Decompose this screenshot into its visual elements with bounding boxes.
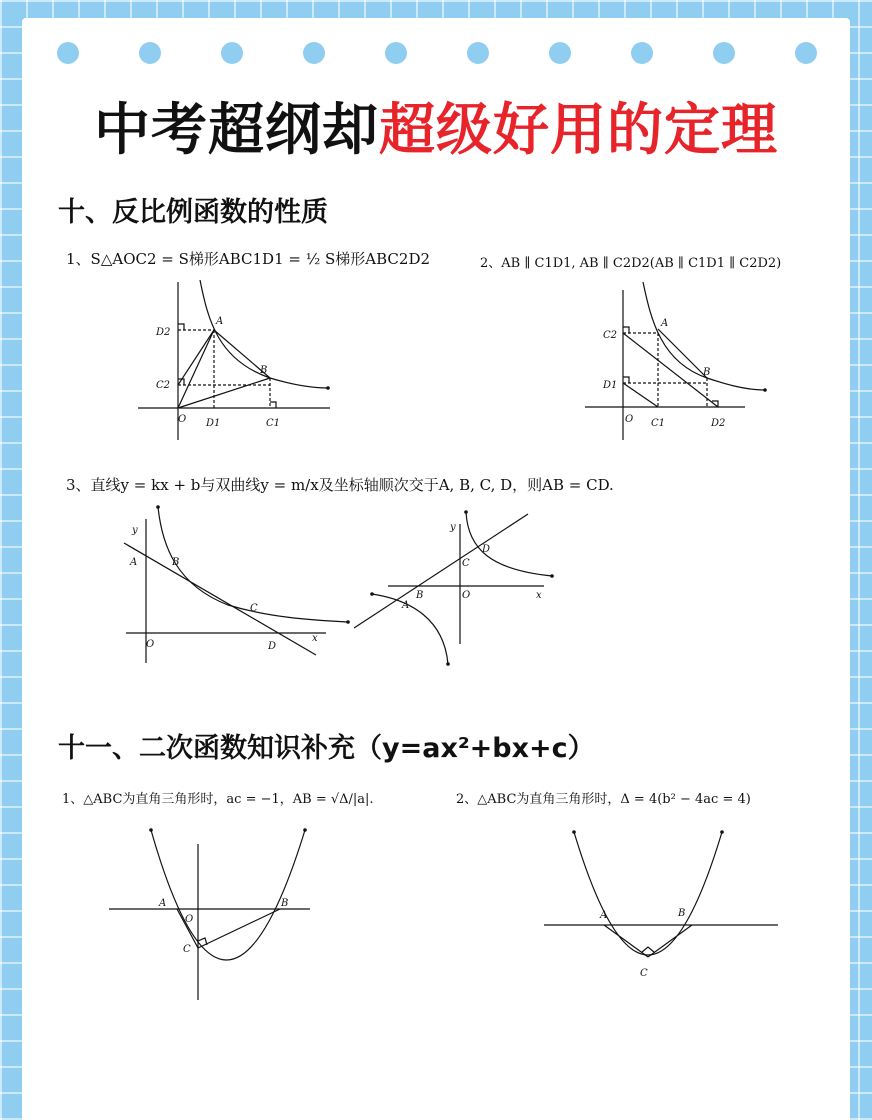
curve-endpoint: [346, 620, 350, 624]
label-C: C: [250, 603, 258, 614]
label-x: x: [312, 633, 318, 644]
parabola-curve: [151, 830, 305, 960]
segment-CB: [198, 909, 280, 948]
binder-hole: [221, 42, 243, 64]
curve-endpoint: [572, 830, 576, 834]
label-D2: D2: [711, 418, 726, 429]
figure-parabola-right-triangle: [540, 830, 785, 990]
curve-endpoint: [303, 828, 307, 832]
section-11-heading: 十一、二次函数知识补充（y=ax²+bx+c）: [58, 733, 595, 764]
item3-number: 3、: [66, 476, 91, 494]
label-A: A: [661, 318, 669, 329]
label-B: B: [678, 908, 686, 919]
binder-hole: [549, 42, 571, 64]
curve-endpoint: [550, 574, 554, 578]
segment-AB: [658, 329, 707, 378]
curve-endpoint: [464, 510, 468, 514]
item2-number: 2、: [480, 256, 502, 271]
quad-item1-formula-text: △ABC为直角三角形时，ac = −1，AB = √Δ/|a|.: [83, 792, 374, 807]
binder-hole: [385, 42, 407, 64]
page-title: [0, 86, 872, 166]
item1-quad-formula: [62, 788, 374, 807]
quad-item1-number: 1、: [62, 792, 84, 807]
right-angle-mark: [178, 324, 184, 330]
label-D1: D1: [603, 380, 618, 391]
label-A: A: [159, 898, 167, 909]
parabola-curve: [574, 832, 722, 955]
curve-endpoint: [720, 830, 724, 834]
label-O: O: [185, 914, 194, 925]
item2-formula-text: AB ∥ C1D1, AB ∥ C2D2(AB ∥ C1D1 ∥ C2D2): [501, 256, 782, 271]
right-angle-mark: [270, 402, 276, 408]
label-y: y: [450, 522, 456, 533]
figure-line-hyperbola-left: [118, 505, 358, 665]
label-B: B: [703, 367, 711, 378]
item1-formula-text: S△AOC2 = S梯形ABC1D1 = ½ S梯形ABC2D2: [90, 250, 431, 268]
item1-formula: [66, 248, 430, 269]
label-D: D: [268, 641, 277, 652]
item2-formula: [480, 252, 781, 271]
curve-endpoint: [156, 505, 160, 509]
binder-hole: [631, 42, 653, 64]
label-C: C: [462, 558, 470, 569]
label-C1: C1: [651, 418, 666, 429]
line-D1C1: [623, 383, 658, 407]
item3-formula: [66, 474, 614, 495]
binder-hole: [467, 42, 489, 64]
label-O: O: [625, 414, 634, 425]
curve-endpoint: [370, 592, 374, 596]
label-B: B: [260, 365, 268, 376]
figure-inverse-area: [130, 280, 340, 440]
hyperbola-branch-upper: [466, 512, 552, 576]
hyperbola-branch-lower: [372, 594, 448, 664]
segment-CB: [648, 925, 692, 957]
binder-hole: [303, 42, 325, 64]
segment-C2A: [178, 330, 214, 385]
item1-number: 1、: [66, 250, 91, 268]
label-D2: D2: [156, 327, 171, 338]
section-10-heading: 十、反比例函数的性质: [58, 197, 328, 228]
right-angle-mark: [623, 327, 629, 333]
label-A: A: [402, 600, 410, 611]
label-A: A: [600, 910, 608, 921]
label-B: B: [172, 557, 180, 568]
quad-item2-formula-text: △ABC为直角三角形时，Δ = 4(b² − 4ac = 4): [477, 792, 751, 807]
label-C: C: [183, 944, 191, 955]
binder-hole: [713, 42, 735, 64]
label-B: B: [416, 590, 424, 601]
segment-OB: [178, 378, 270, 408]
binder-hole: [795, 42, 817, 64]
label-O: O: [462, 590, 471, 601]
line-kx-b: [354, 514, 528, 628]
label-x: x: [536, 590, 542, 601]
label-O: O: [178, 414, 187, 425]
segment-AC: [604, 925, 648, 957]
label-D1: D1: [206, 418, 221, 429]
curve-endpoint: [149, 828, 153, 832]
curve-endpoint: [326, 386, 330, 390]
curve-endpoint: [763, 388, 767, 392]
label-C2: C2: [156, 380, 171, 391]
quad-item2-number: 2、: [456, 792, 478, 807]
segment-OA: [178, 330, 214, 408]
binder-hole: [57, 42, 79, 64]
label-C2: C2: [603, 330, 618, 341]
label-A: A: [216, 316, 224, 327]
label-C1: C1: [266, 418, 281, 429]
curve-endpoint: [446, 662, 450, 666]
label-A: A: [130, 557, 138, 568]
figure-parabola-right-triangle-axes: [105, 830, 320, 1005]
label-O: O: [146, 639, 155, 650]
label-D: D: [482, 544, 491, 555]
figure-parallel-lines: [585, 280, 785, 440]
label-B: B: [281, 898, 289, 909]
right-angle-mark: [623, 377, 629, 383]
item2-quad-formula: [456, 788, 751, 807]
right-angle-mark: [642, 947, 654, 952]
label-C: C: [640, 968, 648, 979]
label-y: y: [132, 525, 138, 536]
title-part-black: 中考超纲却: [94, 98, 379, 163]
binder-hole: [139, 42, 161, 64]
figure-line-hyperbola-right: [352, 510, 562, 670]
title-part-red: 超级好用的定理: [379, 98, 778, 163]
item3-formula-text: 直线y = kx + b与双曲线y = m/x及坐标轴顺次交于A, B, C, D，则AB = CD.: [90, 476, 614, 494]
